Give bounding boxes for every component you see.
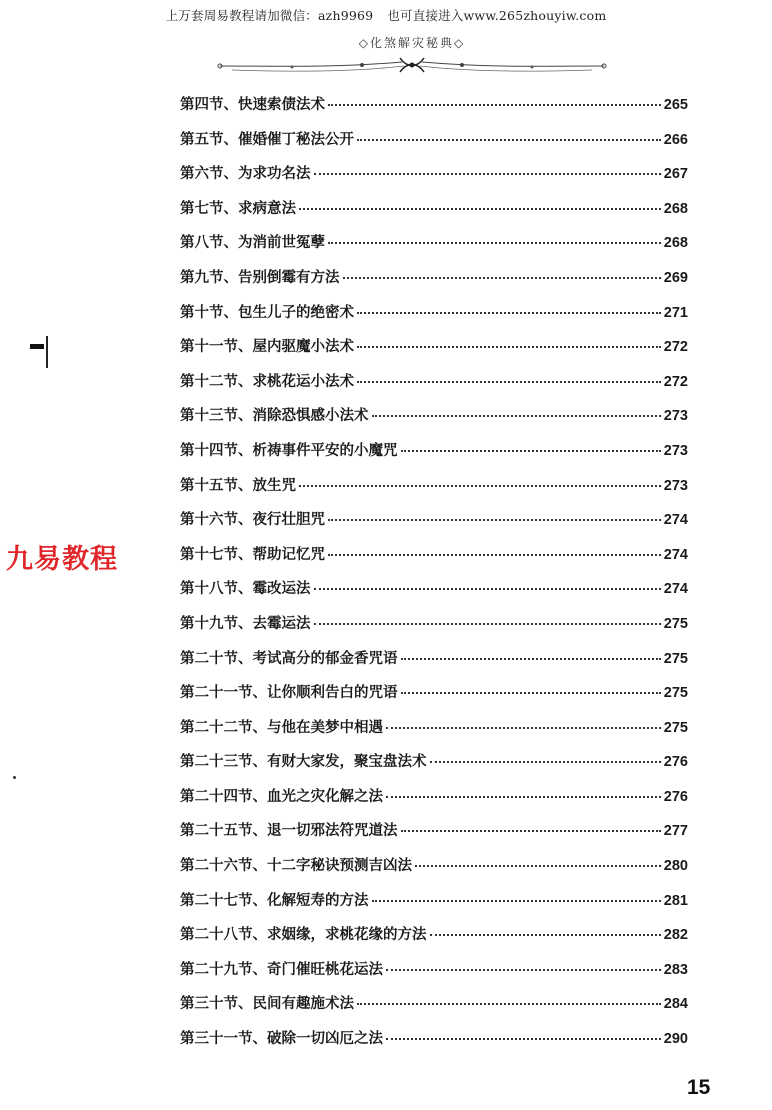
toc-entry-page: 274 [663, 512, 688, 529]
toc-dot-leader [328, 104, 661, 106]
toc-dot-leader [401, 450, 661, 452]
toc-entry-title: 第二十七节、化解短寿的方法 [180, 891, 369, 909]
toc-entry-page: 271 [663, 304, 688, 321]
toc-entry-title: 第九节、告别倒霉有方法 [180, 268, 340, 286]
toc-entry-page: 276 [663, 788, 688, 805]
toc-entry-page: 266 [663, 131, 688, 148]
toc-entry-title: 第二十五节、退一切邪法符咒道法 [180, 822, 398, 840]
toc-entry[interactable] [180, 301, 688, 336]
toc-dot-leader [401, 830, 661, 832]
header-ornament [212, 32, 612, 76]
margin-dot [13, 776, 16, 779]
toc-entry[interactable] [180, 750, 688, 785]
toc-dot-leader [357, 1003, 661, 1005]
toc-dot-leader [299, 208, 661, 210]
toc-dot-leader [357, 381, 661, 383]
toc-entry-title: 第十节、包生儿子的绝密术 [180, 303, 354, 321]
toc-entry-page: 272 [663, 339, 688, 356]
toc-entry-title: 第十七节、帮助记忆咒 [180, 545, 325, 563]
toc-entry-title: 第二十六节、十二字秘诀预测吉凶法 [180, 857, 412, 875]
toc-dot-leader [314, 588, 661, 590]
toc-entry-title: 第十八节、霉改运法 [180, 580, 311, 598]
toc-entry-page: 273 [663, 477, 688, 494]
toc-dot-leader [314, 623, 661, 625]
toc-dot-leader [386, 1038, 661, 1040]
table-of-contents [180, 93, 688, 1062]
toc-entry[interactable] [180, 681, 688, 716]
banner-url[interactable]: www.265zhouyiw.com [463, 8, 607, 23]
margin-mark [46, 336, 48, 368]
toc-entry-title: 第三十节、民间有趣施术法 [180, 995, 354, 1013]
toc-entry[interactable] [180, 543, 688, 578]
toc-dot-leader [299, 485, 661, 487]
toc-entry-title: 第七节、求病意法 [180, 199, 296, 217]
toc-entry-title: 第十三节、消除恐惧感小法术 [180, 407, 369, 425]
toc-entry-page: 269 [663, 269, 688, 286]
toc-dot-leader [357, 346, 661, 348]
toc-entry[interactable] [180, 508, 688, 543]
toc-entry-page: 267 [663, 166, 688, 183]
toc-entry-title: 第二十二节、与他在美梦中相遇 [180, 718, 383, 736]
toc-entry[interactable] [180, 93, 688, 128]
toc-dot-leader [314, 173, 661, 175]
toc-entry-title: 第二十一节、让你顺利告白的咒语 [180, 684, 398, 702]
toc-entry[interactable] [180, 266, 688, 301]
toc-dot-leader [372, 900, 661, 902]
toc-entry[interactable] [180, 231, 688, 266]
toc-entry[interactable] [180, 1027, 688, 1062]
toc-entry-page: 275 [663, 685, 688, 702]
toc-entry[interactable] [180, 647, 688, 682]
toc-entry[interactable] [180, 128, 688, 163]
toc-entry-page: 274 [663, 546, 688, 563]
toc-entry-title: 第二十八节、求姻缘，求桃花缘的方法 [180, 926, 427, 944]
toc-entry[interactable] [180, 439, 688, 474]
toc-entry[interactable] [180, 612, 688, 647]
toc-entry-title: 第二十四节、血光之灾化解之法 [180, 787, 383, 805]
toc-entry-title: 第十二节、求桃花运小法术 [180, 372, 354, 390]
toc-entry-title: 第二十节、考试高分的郁金香咒语 [180, 649, 398, 667]
toc-entry-page: 281 [663, 892, 688, 909]
toc-dot-leader [401, 692, 661, 694]
toc-entry-title: 第十六节、夜行壮胆咒 [180, 511, 325, 529]
banner-text: 上万套周易教程请加微信： [165, 8, 318, 23]
toc-entry-page: 274 [663, 581, 688, 598]
toc-dot-leader [328, 519, 661, 521]
toc-entry-page: 265 [663, 97, 688, 113]
toc-entry[interactable] [180, 716, 688, 751]
toc-entry-page: 282 [663, 927, 688, 944]
toc-entry-title: 第十五节、放生咒 [180, 476, 296, 494]
toc-entry-page: 277 [663, 823, 688, 840]
toc-entry[interactable] [180, 958, 688, 993]
toc-entry-page: 272 [663, 373, 688, 390]
toc-dot-leader [357, 312, 661, 314]
toc-entry-title: 第五节、催婚催丁秘法公开 [180, 130, 354, 148]
toc-dot-leader [415, 865, 661, 867]
toc-entry[interactable] [180, 474, 688, 509]
toc-entry-page: 275 [663, 615, 688, 632]
toc-entry-title: 第四节、快速索债法术 [180, 96, 325, 113]
banner-wechat-id: azh9969 [318, 8, 374, 23]
toc-entry-page: 273 [663, 408, 688, 425]
toc-entry-page: 268 [663, 200, 688, 217]
toc-dot-leader [386, 796, 661, 798]
toc-entry-title: 第二十九节、奇门催旺桃花运法 [180, 960, 383, 978]
toc-entry-page: 273 [663, 442, 688, 459]
toc-entry-page: 284 [663, 996, 688, 1013]
watermark: 九易教程 [6, 544, 118, 575]
toc-entry[interactable] [180, 335, 688, 370]
top-banner [0, 6, 772, 24]
toc-dot-leader [430, 761, 661, 763]
toc-entry-title: 第八节、为消前世冤孽 [180, 234, 325, 252]
ornament-flourish-icon [212, 32, 612, 76]
toc-entry-title: 第十九节、去霉运法 [180, 614, 311, 632]
toc-entry-title: 第六节、为求功名法 [180, 165, 311, 183]
toc-entry-page: 268 [663, 235, 688, 252]
toc-entry-page: 275 [663, 650, 688, 667]
toc-dot-leader [372, 415, 661, 417]
toc-entry-title: 第十一节、屋内驱魔小法术 [180, 338, 354, 356]
toc-dot-leader [357, 139, 661, 141]
toc-entry-title: 第三十一节、破除一切凶厄之法 [180, 1030, 383, 1048]
toc-dot-leader [343, 277, 661, 279]
toc-dot-leader [328, 242, 661, 244]
toc-entry[interactable] [180, 992, 688, 1027]
page-number: 15 [687, 1076, 711, 1099]
toc-dot-leader [328, 554, 661, 556]
toc-entry-page: 275 [663, 719, 688, 736]
toc-entry[interactable] [180, 889, 688, 924]
margin-mark [30, 344, 44, 349]
toc-entry-page: 283 [663, 961, 688, 978]
toc-entry-title: 第二十三节、有财大家发，聚宝盘法术 [180, 753, 427, 771]
toc-entry-page: 280 [663, 858, 688, 875]
toc-entry[interactable] [180, 404, 688, 439]
toc-entry[interactable] [180, 854, 688, 889]
book-title: 化煞解灾秘典 [369, 36, 454, 50]
toc-entry[interactable] [180, 923, 688, 958]
toc-entry[interactable] [180, 162, 688, 197]
toc-entry[interactable] [180, 819, 688, 854]
toc-entry-page: 290 [663, 1031, 688, 1048]
toc-entry-page: 276 [663, 754, 688, 771]
toc-dot-leader [386, 969, 661, 971]
toc-entry[interactable] [180, 785, 688, 820]
toc-dot-leader [430, 934, 661, 936]
running-header: ◇化煞解灾秘典◇ [358, 36, 466, 50]
toc-entry[interactable] [180, 197, 688, 232]
toc-dot-leader [386, 727, 661, 729]
toc-entry[interactable] [180, 370, 688, 405]
toc-entry[interactable] [180, 577, 688, 612]
banner-text-2: 也可直接进入 [387, 8, 464, 23]
toc-dot-leader [401, 658, 661, 660]
toc-entry-title: 第十四节、析祷事件平安的小魔咒 [180, 441, 398, 459]
